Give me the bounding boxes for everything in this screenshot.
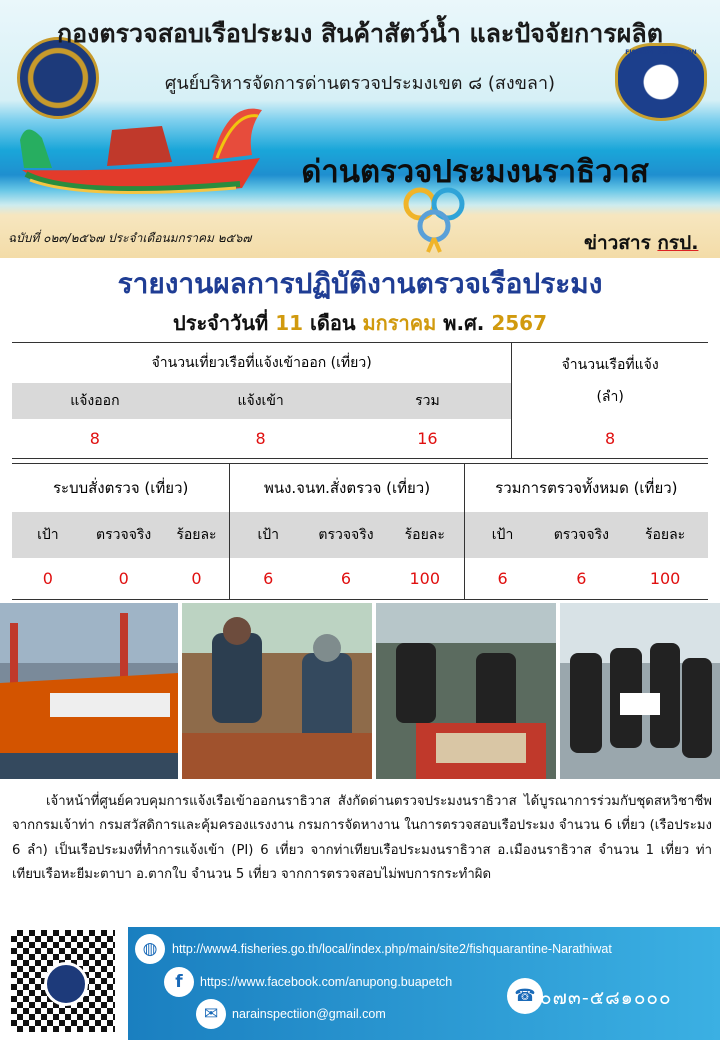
total-target: 6: [464, 558, 540, 600]
boats-header: [512, 343, 708, 419]
trips-table: [12, 342, 708, 459]
date-prefix: ประจำวันที่: [173, 311, 269, 335]
system-actual: 0: [118, 568, 129, 588]
checkpoint-name: ด่านตรวจประมงนราธิวาส: [301, 154, 649, 190]
col-target: เป้า: [37, 526, 59, 543]
total-percent: 100: [649, 568, 681, 588]
trips-value-row: [12, 419, 708, 459]
col-percent: ร้อยละ: [176, 526, 217, 543]
inspection-table: [12, 463, 708, 600]
col-target: เป้า: [464, 512, 540, 558]
photo-officers-inspecting-nets: [182, 603, 372, 779]
inspection-value-row: [12, 558, 708, 600]
month-prefix: เดือน: [310, 311, 356, 335]
col-total: รวม: [415, 392, 440, 409]
facebook-link[interactable]: https://www.facebook.com/anupong.buapetch: [200, 975, 453, 989]
phone-number[interactable]: ๐๗๓-๕๘๑๐๐๐: [540, 987, 672, 1009]
photo-fishing-boat: [0, 603, 178, 779]
value-boats: 8: [512, 419, 708, 459]
facebook-icon: f: [164, 967, 194, 997]
email-icon: ✉: [196, 999, 226, 1029]
date-day: 11: [275, 311, 304, 335]
inspection-col-row: [12, 512, 708, 558]
date-year: 2567: [491, 311, 547, 335]
col-target: เป้า: [230, 512, 306, 558]
email-link[interactable]: narainspectiion@gmail.com: [232, 1007, 386, 1021]
system-percent: 0: [191, 568, 202, 588]
photo-team-reviewing-documents: [560, 603, 720, 779]
officer-actual: 6: [340, 568, 352, 588]
report-date: [0, 307, 720, 339]
total-actual: 6: [576, 568, 587, 588]
value-depart: 8: [89, 428, 100, 448]
group-total: รวมการตรวจทั้งหมด (เที่ยว): [464, 464, 708, 512]
trips-header: จำนวนเที่ยวเรือที่แจ้งเข้าออก (เที่ยว): [151, 354, 372, 371]
value-total: 16: [417, 428, 438, 448]
phone-icon: ☎: [507, 978, 543, 1014]
col-depart: แจ้งออก: [70, 392, 120, 409]
col-percent: ร้อยละ: [644, 526, 686, 543]
news-word: ข่าวสาร: [584, 232, 651, 254]
qr-logo-seal: [44, 962, 88, 1006]
news-org: กรป.: [657, 232, 699, 254]
officer-target: 6: [230, 558, 306, 600]
boats-header-line1: จำนวนเรือที่แจ้ง: [561, 356, 659, 373]
issue-number: ฉบับที่ ๐๒๓/๒๕๖๗ ประจำเดือนมกราคม ๒๕๖๗: [8, 231, 252, 245]
globe-icon: ◍: [135, 934, 165, 964]
col-actual: ตรวจจริง: [553, 526, 609, 543]
officer-percent: 100: [409, 568, 441, 588]
center-title: ศูนย์บริหารจัดการด่านตรวจประมงเขต ๘ (สงขลา): [164, 73, 556, 94]
col-percent: ร้อยละ: [404, 526, 445, 543]
website-link[interactable]: http://www4.fisheries.go.th/local/index.php/main/site2/fishquarantine-Narathiwat: [172, 942, 612, 956]
department-title: กองตรวจสอบเรือประมง สินค้าสัตว์น้ำ และปัจจัยการผลิต: [57, 19, 663, 48]
col-actual: ตรวจจริง: [96, 526, 152, 543]
report-title: รายงานผลการปฏิบัติงานตรวจเรือประมง: [117, 267, 603, 300]
boats-header-line2: (ลำ): [596, 388, 624, 405]
news-label: [584, 228, 698, 258]
col-actual: ตรวจจริง: [318, 526, 374, 543]
seal-text: FISHERY INSPECTION: [625, 49, 697, 56]
photo-officers-checking-catch: [376, 603, 556, 779]
year-prefix: พ.ศ.: [443, 311, 485, 335]
report-description: เจ้าหน้าที่ศูนย์ควบคุมการแจ้งเรือเข้าออกนราธิวาส สังกัดด่านตรวจประมงนราธิวาส ได้บูรณาการร่วมกับชุดสหวิชาชีพ จากกรมเจ้าท่า กรมสวัสดิการและคุ้มครองแรงงาน กรมการจัดหางาน ในการตรวจสอบเรือประมง จำนวน 6 เที่ยว (เรือประมง 6 ลำ) เป็นเรือประมงที่ทำการแจ้งเข้า (PI) 6 เที่ยว จากท่าเทียบเรือประมงนราธิวาส อ.เมืองนราธิวาส จำนวน 1 เที่ยว ท่าเทียบเรือหะยีมะตาบา อ.ตากใบ จำนวน 5 เที่ยว จากการตรวจสอบไม่พบการกระทำผิด: [12, 794, 712, 882]
system-target: 0: [42, 568, 53, 588]
group-officer: พนง.จนท.สั่งตรวจ (เที่ยว): [230, 464, 464, 512]
date-month: มกราคม: [362, 311, 437, 335]
value-arrive: 8: [255, 428, 266, 448]
col-arrive: แจ้งเข้า: [237, 392, 284, 409]
group-system: ระบบสั่งตรวจ (เที่ยว): [53, 478, 189, 497]
